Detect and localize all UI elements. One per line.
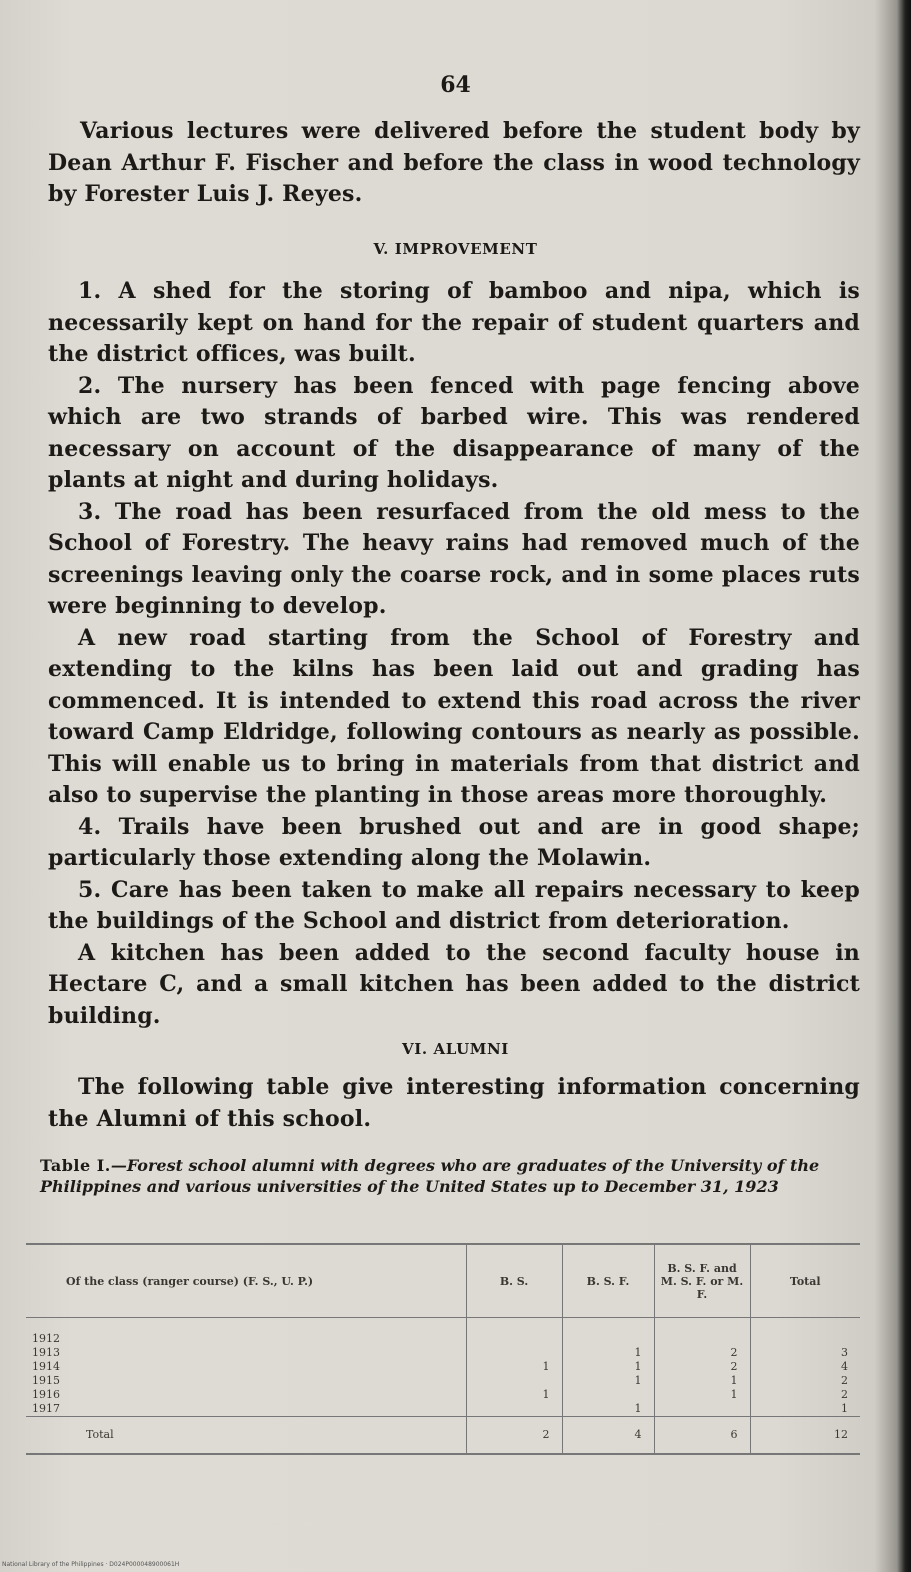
table-row [26, 1388, 860, 1402]
improvement-item-2: 2. The nursery has been fenced with page fencing above which are two strands of barbed wire. This was rendered necessary on account of the disappearance of many of the plants at night and during holidays. [48, 372, 860, 493]
row-year: 1913 [32, 1346, 60, 1359]
row-total: 2 [750, 1388, 860, 1402]
section-vi-heading: VI. ALUMNI [402, 1040, 509, 1058]
table-row [26, 1374, 860, 1388]
table-row [26, 1332, 860, 1346]
row-total: 4 [750, 1360, 860, 1374]
row-ms [654, 1402, 750, 1417]
row-year: 1914 [32, 1360, 60, 1373]
library-footer-note: National Library of the Philippines · D024P000048900061H [2, 1561, 180, 1568]
row-year: 1916 [32, 1388, 60, 1401]
improvement-item-5: 5. Care has been taken to make all repairs necessary to keep the buildings of the School and district from deterioration. [48, 876, 860, 934]
improvement-item-4: 4. Trails have been brushed out and are in good shape; particularly those extending along the Molawin. [48, 813, 860, 871]
total-total: 12 [750, 1417, 860, 1455]
header-ms: B. S. F. and M. S. F. or M. F. [654, 1244, 750, 1318]
intro-paragraph: Various lectures were delivered before the student body by Dean Arthur F. Fischer and before the class in wood technology by Forester Luis J. Reyes. [48, 118, 860, 207]
total-ms: 6 [654, 1417, 750, 1455]
alumni-table [26, 1243, 860, 1455]
improvement-new-road: A new road starting from the School of Forestry and extending to the kilns has been laid out and grading has commenced. It is intended to extend this road across the river toward Camp Eldridge, following contours as nearly as possible. This will enable us to bring in materials from that district and also to supervise the planting in those areas more thoroughly. [48, 624, 860, 808]
table-caption-label: Table I. [40, 1156, 111, 1175]
total-label: Total [26, 1417, 466, 1455]
row-bs: 1 [466, 1360, 562, 1374]
row-bs [466, 1346, 562, 1360]
row-ms: 1 [654, 1388, 750, 1402]
row-bsf: 1 [562, 1360, 654, 1374]
row-bs [466, 1374, 562, 1388]
page-number: 64 [440, 72, 471, 98]
row-bs [466, 1402, 562, 1417]
row-total: 3 [750, 1346, 860, 1360]
intro-block [48, 116, 860, 211]
row-ms [654, 1332, 750, 1346]
section-vi-body [48, 1072, 860, 1135]
table-row [26, 1402, 860, 1417]
section-v-heading: V. IMPROVEMENT [373, 240, 538, 258]
row-bsf: 1 [562, 1402, 654, 1417]
row-bsf [562, 1388, 654, 1402]
table-row [26, 1346, 860, 1360]
row-total: 1 [750, 1402, 860, 1417]
total-bsf: 4 [562, 1417, 654, 1455]
header-bsf: B. S. F. [562, 1244, 654, 1318]
row-ms: 1 [654, 1374, 750, 1388]
row-bs [466, 1332, 562, 1346]
table-caption [40, 1155, 860, 1197]
total-bs: 2 [466, 1417, 562, 1455]
row-bsf: 1 [562, 1374, 654, 1388]
row-bsf: 1 [562, 1346, 654, 1360]
improvement-kitchen: A kitchen has been added to the second faculty house in Hectare C, and a small kitchen has been added to the district building. [48, 939, 860, 1029]
header-bs: B. S. [466, 1244, 562, 1318]
row-ms: 2 [654, 1346, 750, 1360]
row-year: 1917 [32, 1402, 60, 1415]
binding-shadow [897, 0, 911, 1572]
row-year: 1912 [32, 1332, 60, 1345]
section-v-body [48, 276, 860, 1032]
row-bs: 1 [466, 1388, 562, 1402]
improvement-item-1: 1. A shed for the storing of bamboo and nipa, which is necessarily kept on hand for the repair of student quarters and the district offices, was built. [48, 278, 860, 367]
row-total [750, 1332, 860, 1346]
improvement-item-3: 3. The road has been resurfaced from the old mess to the School of Forestry. The heavy rains had removed much of the screenings leaving only the coarse rock, and in some places ruts were beginning to develop. [48, 498, 860, 619]
row-bsf [562, 1332, 654, 1346]
header-class: Of the class (ranger course) (F. S., U. P.) [26, 1244, 466, 1318]
row-year: 1915 [32, 1374, 60, 1387]
table-header-row [26, 1244, 860, 1318]
table-caption-text: —Forest school alumni with degrees who are graduates of the University of the Philippines and various universities of the United States up to December 31, 1923 [40, 1156, 820, 1196]
row-total: 2 [750, 1374, 860, 1388]
table-total-row [26, 1417, 860, 1455]
table-row [26, 1360, 860, 1374]
row-ms: 2 [654, 1360, 750, 1374]
header-total: Total [750, 1244, 860, 1318]
alumni-paragraph: The following table give interesting information concerning the Alumni of this school. [48, 1074, 860, 1132]
